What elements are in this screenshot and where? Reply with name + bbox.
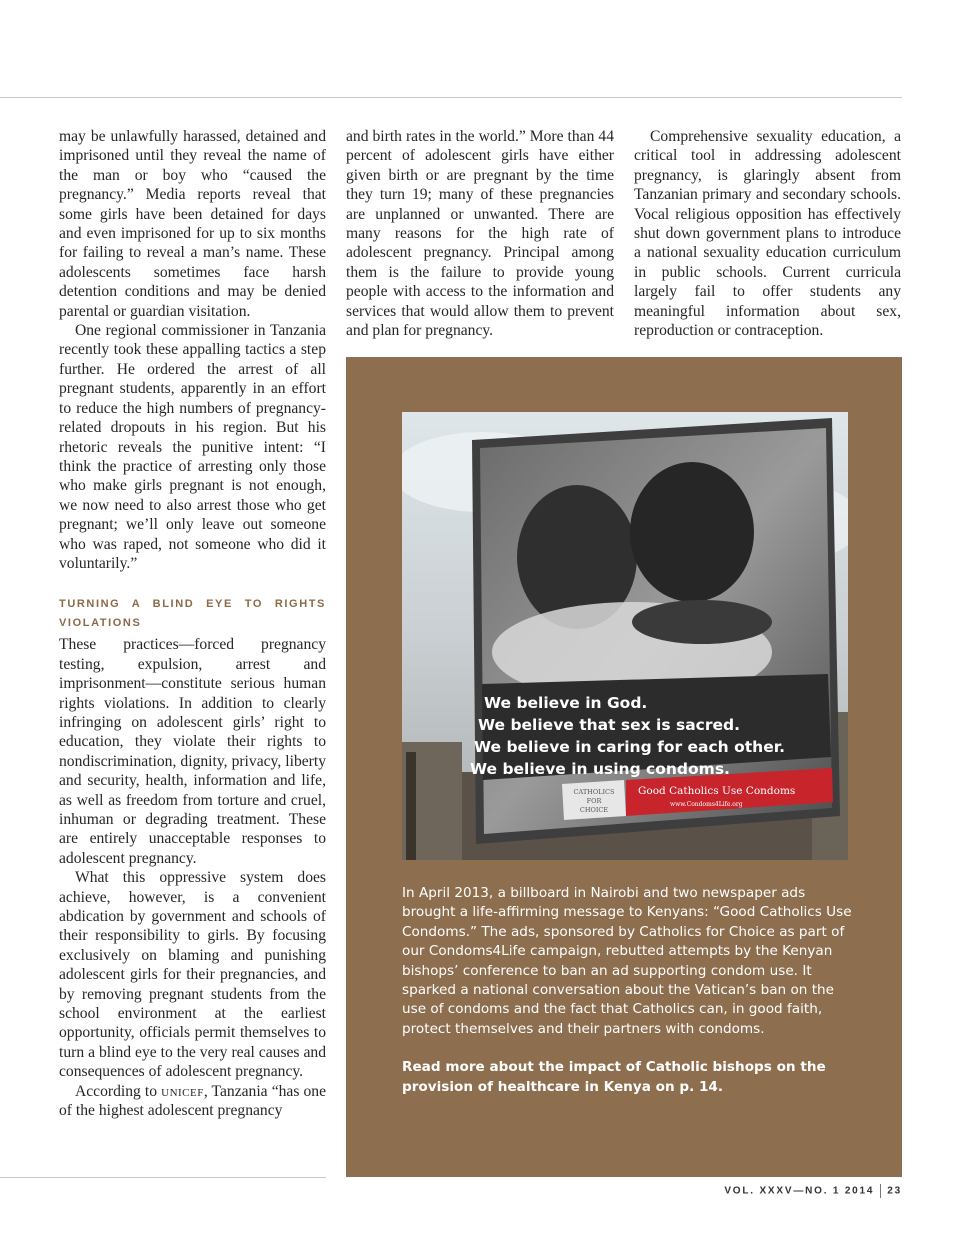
caption-text: In April 2013, a billboard in Nairobi and two newspaper ads brought a life-affirming message to Kenyans: “Good Catholics Use Condoms.” The ads, sponsored by Catholics for Choice as part of our Condoms4Life campaign, rebutted attempts by the Kenyan bishops’ conference to ban an ad supporting condom use. It sparked a national conversation about the Vatican’s ban on the use of condoms and the fact that Catholics can, in good faith, protect themselves and their partners with condoms. bbox=[402, 885, 852, 1037]
col3-paragraph: Comprehensive sexuality education, a critical tool in addressing adolescent pregnancy, is glaringly absent from Tanzanian primary and secondary schools. Vocal religious opposition has effectively shut down government plans to introduce a national sexuality education curriculum in public schools. Current curricula largely fail to offer students any meaningful information about sex, reproduction or contraception. bbox=[634, 128, 901, 340]
page-number: 23 bbox=[887, 1185, 902, 1197]
billboard-line-3: We believe in caring for each other. bbox=[474, 738, 786, 756]
col1-paragraph-1: may be unlawfully harassed, detained and imprisoned until they reveal the name of the man or boy who “caused the pregnancy.” Media reports reveal that some girls have been detained for days and even imprisoned for up to six months for failing to reveal a man’s name. These adolescents sometimes face harsh detention conditions and may be denied parental or guardian visitation. bbox=[59, 128, 326, 320]
issue-label: VOL. XXXV—NO. 1 2014 bbox=[724, 1185, 875, 1197]
cfc-logo-top: CATHOLICS bbox=[573, 788, 615, 796]
photo-caption bbox=[402, 884, 852, 1097]
footer-divider bbox=[880, 1184, 881, 1198]
billboard-line-2: We believe that sex is sacred. bbox=[478, 716, 741, 734]
col1-last-pre: According to bbox=[75, 1082, 162, 1100]
col1-last-post: , Tanzania “has one of the highest adolescent pregnancy bbox=[59, 1082, 326, 1120]
billboard-line-4: We believe in using condoms. bbox=[470, 760, 730, 778]
arm bbox=[632, 600, 772, 644]
section-heading: TURNING A BLIND EYE TO RIGHTS VIOLATIONS bbox=[59, 598, 326, 630]
man-figure bbox=[630, 462, 754, 602]
page-footer bbox=[724, 1184, 902, 1198]
sidebar-panel bbox=[346, 357, 902, 1177]
unicef-smallcaps: unicef bbox=[161, 1082, 204, 1100]
slogan-text: Good Catholics Use Condoms bbox=[638, 785, 796, 797]
bottom-rule-left bbox=[0, 1177, 326, 1178]
col2-paragraph: and birth rates in the world.” More than 44 percent of adolescent girls have either given birth or are pregnant by the time they turn 19; many of these pregnancies are unplanned or unwanted. There are many reasons for the high rate of adolescent pregnancy. Principal among them is the failure to provide young people with access to the information and services that would allow them to prevent and plan for pregnancy. bbox=[346, 128, 614, 340]
cfc-logo-mid: FOR bbox=[586, 797, 602, 805]
billboard-line-1: We believe in God. bbox=[484, 694, 648, 712]
col1-paragraph-5 bbox=[59, 1082, 326, 1121]
cfc-logo-bot: CHOICE bbox=[579, 806, 609, 814]
column-3 bbox=[634, 127, 901, 340]
top-rule bbox=[0, 97, 902, 98]
left-pole bbox=[406, 752, 416, 860]
col1-paragraph-2: One regional commissioner in Tanzania recently took these appalling tactics a step further. He ordered the arrest of all pregnant students, apparently in an effort to reduce the high numbers of pregnancy-related dropouts in his region. But his rhetoric reveals the punitive intent: “I think the practice of arresting only those who make girls pregnant is not enough, we now need to also arrest those who get pregnant; we’ll only leave out someone who was raped, not someone who did it voluntarily.” bbox=[59, 322, 326, 572]
read-more-text: Read more about the impact of Catholic bishops on the provision of healthcare in Kenya on p. 14. bbox=[402, 1059, 826, 1095]
billboard-illustration bbox=[402, 412, 848, 860]
slogan-url: www.Condoms4Life.org bbox=[670, 801, 743, 808]
billboard-photo bbox=[402, 412, 848, 860]
column-1 bbox=[59, 127, 326, 1121]
column-2 bbox=[346, 127, 614, 340]
col1-paragraph-4: What this oppressive system does achieve, however, is a convenient abdication by government and schools of their responsibility to girls. By focusing exclusively on blaming and punishing adolescent girls for their pregnancies, and by removing pregnant students from the school environment at the earliest opportunity, officials permit themselves to turn a blind eye to the very real causes and consequences of adolescent pregnancy. bbox=[59, 869, 326, 1081]
col1-paragraph-3: These practices—forced pregnancy testing, expulsion, arrest and imprisonment—constitute serious human rights violations. In addition to clearly infringing on adolescent girls’ right to education, they violate their rights to nondiscrimination, dignity, privacy, liberty and security, health, information and life, as well as freedom from torture and cruel, inhuman or degrading treatment. These are entirely unacceptable responses to adolescent pregnancy. bbox=[59, 636, 326, 867]
